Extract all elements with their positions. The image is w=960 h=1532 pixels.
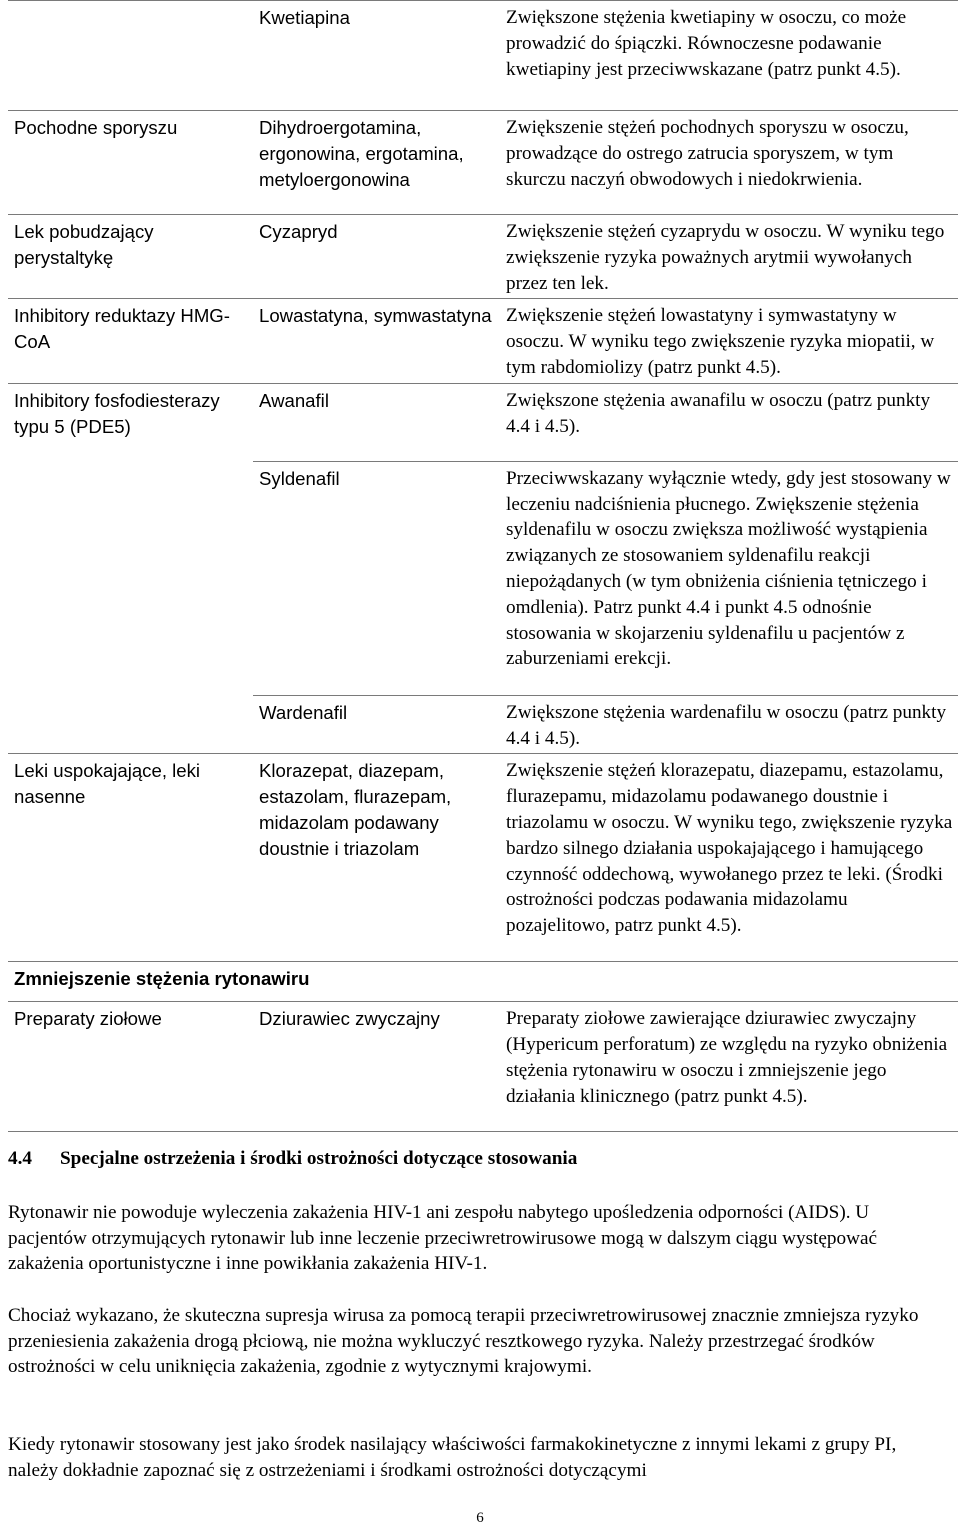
interactions-table [8, 0, 958, 1132]
interaction-description-cell: Zwiększenie stężeń klorazepatu, diazepamu, estazolamu, flurazepamu, midazolamu podawanego doustnie i triazolamu w osoczu. W wyniku tego, zwiększenie ryzyka bardzo silnego działania uspokajającego i hamującego czynność oddechową, wywołanego przez te leki. (Środki ostrożności podczas podawania midazolamu pozajelitowo, patrz punkt 4.5). [500, 754, 958, 962]
interaction-description-cell: Przeciwwskazany wyłącznie wtedy, gdy jest stosowany w leczeniu nadciśnienia płucnego. Zwiększenie stężenia syldenafilu w osoczu zwiększa możliwość wystąpienia związanych ze stosowaniem syldenafilu reakcji niepożądanych (w tym obniżenia ciśnienia tętniczego i omdlenia). Patrz punkt 4.4 i punkt 4.5 odnośnie stosowania w skojarzeniu syldenafilu u pacjentów z zaburzeniami erekcji. [500, 461, 958, 695]
drug-class-cell: Pochodne sporyszu [8, 111, 253, 215]
drug-name-cell: Wardenafil [253, 695, 500, 754]
table-row [8, 1, 958, 111]
interaction-description-cell: Zwiększenie stężeń lowastatyny i symwastatyny w osoczu. W wyniku tego zwiększenie ryzyka miopatii, w tym rabdomiolizy (patrz punkt 4.5). [500, 299, 958, 383]
interaction-description-cell: Zwiększone stężenia awanafilu w osoczu (patrz punkty 4.4 i 4.5). [500, 383, 958, 461]
table-row [8, 754, 958, 962]
drug-class-cell: Leki uspokajające, leki nasenne [8, 754, 253, 962]
drug-name-cell: Awanafil [253, 383, 500, 461]
interaction-description-cell: Zwiększenie stężeń cyzaprydu w osoczu. W wyniku tego zwiększenie ryzyka poważnych arytmii wywołanych przez ten lek. [500, 215, 958, 299]
table-row [8, 299, 958, 383]
drug-name-cell: Syldenafil [253, 461, 500, 695]
paragraph: Chociaż wykazano, że skuteczna supresja wirusa za pomocą terapii przeciwretrowirusowej znacznie zmniejsza ryzyko przeniesienia zakażenia drogą płciową, nie można wykluczyć resztkowego ryzyka. Należy przestrzegać środków ostrożności w celu uniknięcia zakażenia, zgodnie z wytycznymi krajowymi. [8, 1305, 919, 1378]
drug-class-cell [8, 1, 253, 111]
drug-name-cell: Lowastatyna, symwastatyna [253, 299, 500, 383]
interaction-description-cell: Zwiększenie stężeń pochodnych sporyszu w osoczu, prowadzące do ostrego zatrucia sporyszem, w tym skurczu naczyń obwodowych i niedokrwienia. [500, 111, 958, 215]
table-row [8, 1002, 958, 1132]
page-number: 6 [476, 1510, 484, 1526]
drug-name-cell: Dihydroergotamina, ergonowina, ergotamina, metyloergonowina [253, 111, 500, 215]
drug-class-cell: Inhibitory reduktazy HMG-CoA [8, 299, 253, 383]
table-row [8, 962, 958, 1002]
interaction-description-cell: Zwiększone stężenia wardenafilu w osoczu (patrz punkty 4.4 i 4.5). [500, 695, 958, 754]
drug-name-cell: Kwetiapina [253, 1, 500, 111]
interaction-description-cell: Zwiększone stężenia kwetiapiny w osoczu, co może prowadzić do śpiączki. Równoczesne podawanie kwetiapiny jest przeciwwskazane (patrz punkt 4.5). [500, 1, 958, 111]
drug-name-cell: Klorazepat, diazepam, estazolam, flurazepam, midazolam podawany doustnie i triazolam [253, 754, 500, 962]
table-row [8, 383, 958, 461]
drug-class-cell: Inhibitory fosfodiesterazy typu 5 (PDE5) [8, 383, 253, 754]
table-section-heading: Zmniejszenie stężenia rytonawiru [8, 962, 958, 1002]
section-title: Specjalne ostrzeżenia i środki ostrożności dotyczące stosowania [60, 1148, 578, 1169]
drug-name-cell: Cyzapryd [253, 215, 500, 299]
drug-class-cell: Lek pobudzający perystaltykę [8, 215, 253, 299]
section-heading [8, 1148, 577, 1170]
table-row [8, 111, 958, 215]
drug-class-cell: Preparaty ziołowe [8, 1002, 253, 1132]
paragraph: Rytonawir nie powoduje wyleczenia zakażenia HIV-1 ani zespołu nabytego upośledzenia odporności (AIDS). U pacjentów otrzymujących rytonawir lub inne leczenie przeciwretrowirusowe mogą w dalszym ciągu występować zakażenia oportunistyczne i inne powikłania zakażenia HIV-1. [8, 1202, 877, 1275]
table-row [8, 215, 958, 299]
drug-name-cell: Dziurawiec zwyczajny [253, 1002, 500, 1132]
paragraph: Kiedy rytonawir stosowany jest jako środek nasilający właściwości farmakokinetyczne z innymi lekami z grupy PI, należy dokładnie zapoznać się z ostrzeżeniami i środkami ostrożności dotyczącymi [8, 1434, 897, 1481]
interaction-description-cell: Preparaty ziołowe zawierające dziurawiec zwyczajny (Hypericum perforatum) ze względu na ryzyko obniżenia stężenia rytonawiru w osoczu i zmniejszenie jego działania klinicznego (patrz punkt 4.5). [500, 1002, 958, 1132]
section-number: 4.4 [8, 1148, 32, 1169]
